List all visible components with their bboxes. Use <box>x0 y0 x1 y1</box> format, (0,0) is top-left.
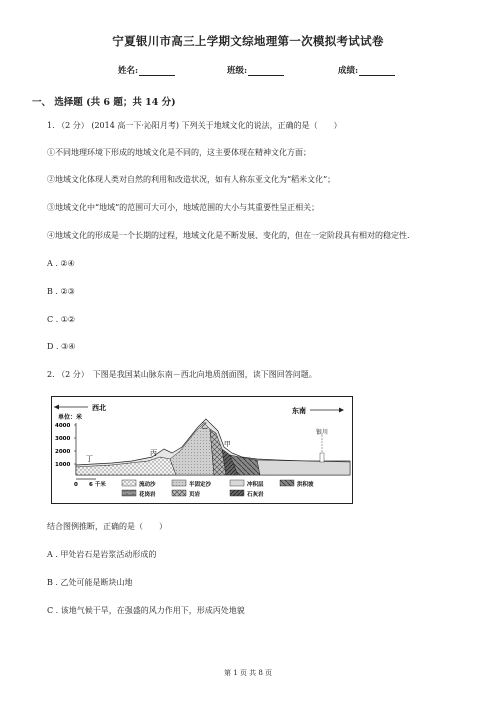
legend-swatch-granite <box>122 490 136 496</box>
legend-granite: 花岗岩 <box>139 492 156 498</box>
q2-prompt: 结合图例推断，正确的是（ ） <box>47 522 167 531</box>
name-label: 姓名: <box>118 66 139 76</box>
legend-swatch-semi-fixed-sand <box>172 480 186 486</box>
q1-stem: 1. （2 分） (2014 高一下·沁阳月考) 下列关于地域文化的说法，正确的是（ ） <box>47 121 342 130</box>
q1-option-c[interactable]: C . ①② <box>47 315 76 324</box>
point-jia: 甲 <box>224 440 231 448</box>
q1-option-a[interactable]: A . ②④ <box>47 259 75 268</box>
y-tick-1000: 1000 <box>55 462 71 468</box>
q1-statement: ①不同地理环境下形成的地域文化是不同的，这主要体现在精神文化方面； <box>47 148 311 157</box>
legend-swatch-shale <box>172 490 186 496</box>
legend-swatch-flowing-sand <box>122 480 136 486</box>
legend-swatch-pluvial-slope <box>280 480 294 486</box>
q2-option-a[interactable]: A . 甲处岩石是岩浆活动形成的 <box>47 550 157 559</box>
nw-label: 西北 <box>92 404 106 412</box>
class-field <box>227 64 284 76</box>
score-field <box>338 64 395 76</box>
legend-semi-fixed-sand: 半固定沙 <box>189 482 212 488</box>
name-field <box>118 64 175 76</box>
point-yi: 乙 <box>201 422 208 430</box>
geologic-cross-section-figure <box>51 396 353 504</box>
layer-granite <box>170 423 214 475</box>
unit-label: 单位：米 <box>58 414 83 421</box>
legend-limestone: 石灰岩 <box>247 492 264 498</box>
score-label: 成绩: <box>338 66 359 76</box>
legend-flowing-sand: 流动沙 <box>139 482 156 488</box>
page-footer: 第 1 页 共 8 页 <box>223 669 273 677</box>
name-blank[interactable] <box>139 67 175 76</box>
page-title: 宁夏银川市高三上学期文综地理第一次模拟考试试卷 <box>112 34 384 48</box>
layer-alluvium <box>257 460 350 475</box>
q2-option-c[interactable]: C . 该地气候干旱，在强盛的风力作用下，形成丙处地貌 <box>47 606 245 615</box>
yinchuan-marker <box>320 453 324 462</box>
class-label: 班级: <box>227 66 248 76</box>
se-arrow-head <box>339 408 344 413</box>
nw-arrow-head <box>54 405 59 410</box>
y-tick-3000: 3000 <box>55 436 71 442</box>
cross-section-svg <box>52 397 352 503</box>
point-bing: 丙 <box>150 449 157 457</box>
y-tick-2000: 2000 <box>55 449 71 455</box>
point-ding: 丁 <box>86 455 93 463</box>
se-label: 东南 <box>292 407 306 415</box>
scale-zero: 0 <box>74 482 78 488</box>
q1-statement: ②地域文化体现人类对自然的利用和改造状况，如有人称东亚文化为“稻米文化”； <box>47 175 336 184</box>
legend-shale: 页岩 <box>189 492 201 498</box>
scale-distance: 6 千米 <box>89 482 106 488</box>
q2-option-b[interactable]: B . 乙处可能是断块山地 <box>47 578 133 587</box>
score-blank[interactable] <box>359 67 395 76</box>
class-blank[interactable] <box>248 67 284 76</box>
legend-swatch-limestone <box>230 490 244 496</box>
q1-statement: ④地域文化的形成是一个长期的过程，地域文化是不断发展、变化的，但在一定阶段具有相对的稳定性. <box>47 231 410 240</box>
legend-swatch-alluvium <box>230 480 244 486</box>
q2-stem: 2. （2 分） 下图是我国某山脉东南－西北向地质剖面图，读下图回答问题。 <box>47 370 317 379</box>
legend-alluvium: 冲积层 <box>247 482 264 488</box>
q1-statement: ③地域文化中“地域”的范围可大可小，地域范围的大小与其重要性呈正相关； <box>47 203 320 212</box>
y-tick-4000: 4000 <box>55 423 71 429</box>
section-heading: 一、 选择题 (共 6 题；共 14 分) <box>32 97 176 108</box>
legend-pluvial-slope: 洪积坡 <box>297 482 314 488</box>
q1-option-b[interactable]: B . ②③ <box>47 287 75 296</box>
q1-option-d[interactable]: D . ③④ <box>47 342 76 351</box>
point-yinchuan: 银川 <box>316 429 329 436</box>
